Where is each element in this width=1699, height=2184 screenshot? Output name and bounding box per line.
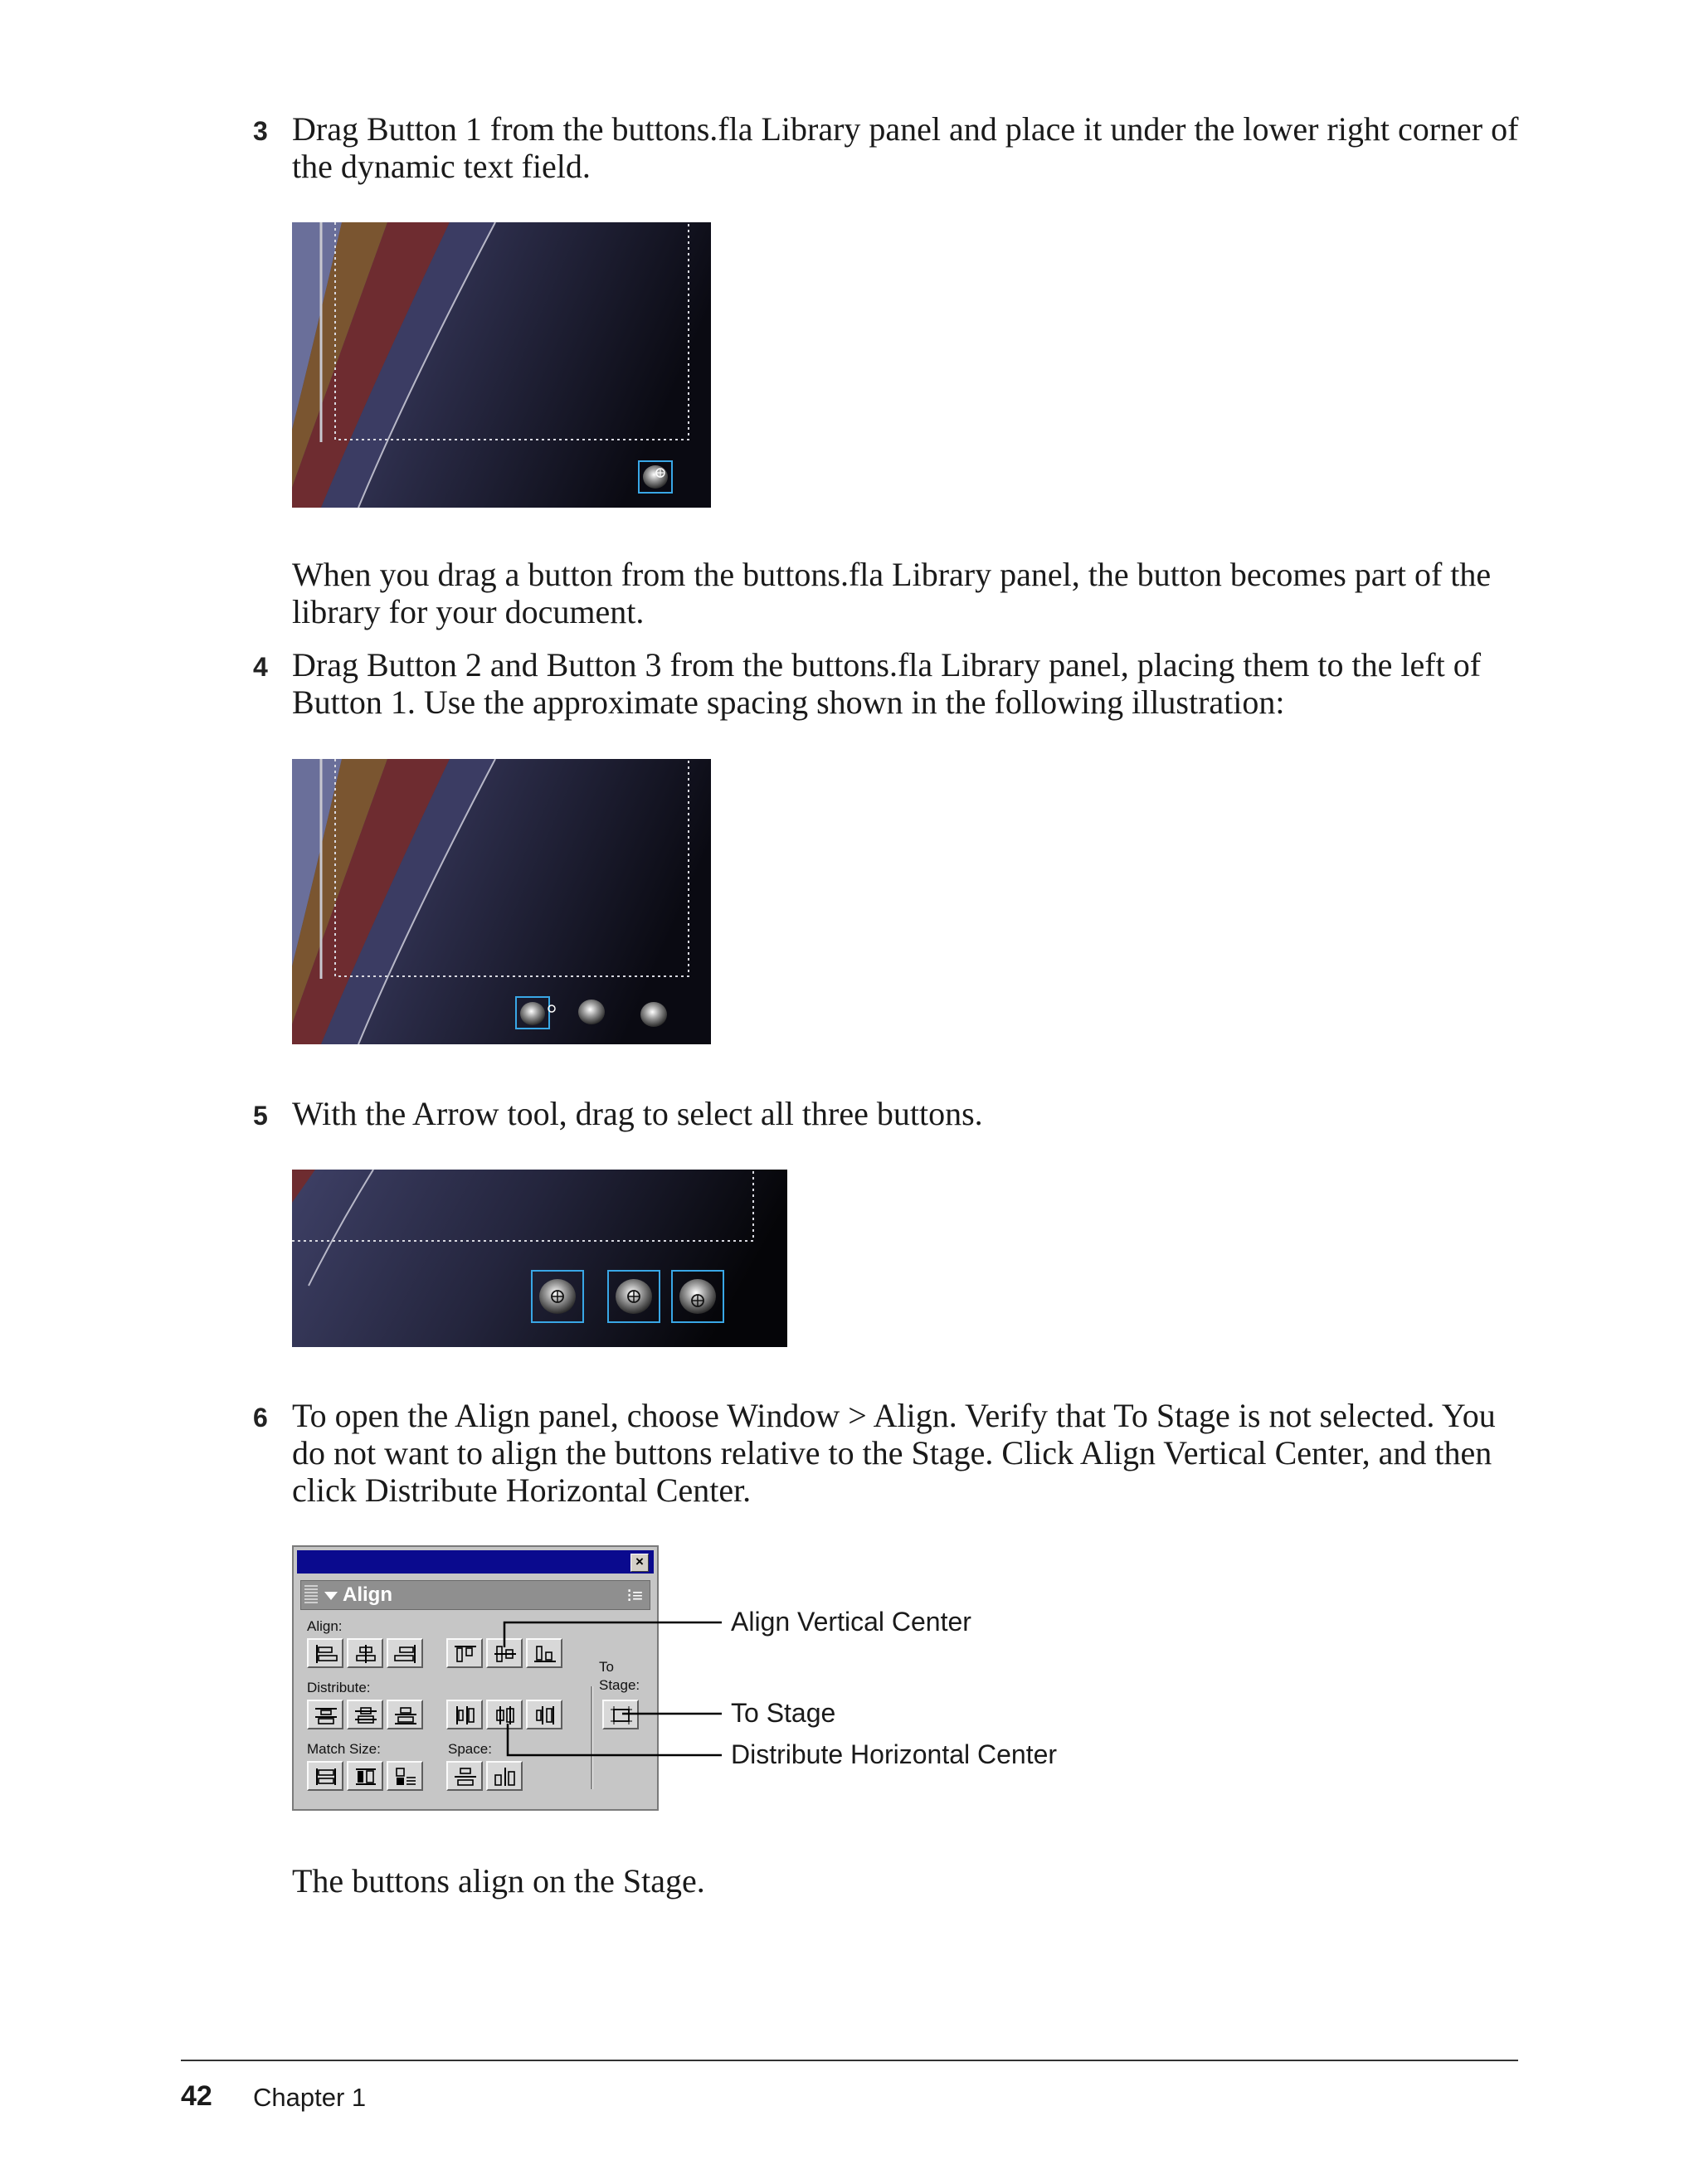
step-4-text: Drag Button 2 and Button 3 from the buttons.fla Library panel, placing them to the left of Button 1. Use the approximate spacing shown in the following illustration:	[292, 646, 1482, 721]
chapter-label: Chapter 1	[253, 2083, 367, 2112]
step-number-5: 5	[253, 1101, 268, 1131]
step-number-4: 4	[253, 652, 268, 682]
callout-to-stage: To Stage	[731, 1698, 836, 1728]
library-note: When you drag a button from the buttons.fla Library panel, the button becomes part of the library for your document.	[292, 556, 1492, 630]
result-note: The buttons align on the Stage.	[292, 1862, 705, 1899]
panel-title: Align	[343, 1583, 392, 1606]
page-number: 42	[181, 2080, 212, 2112]
to-stage-label: To Stage:	[599, 1659, 640, 1693]
panel-menu-icon[interactable]: ⁝≡	[626, 1585, 643, 1606]
step-number-3: 3	[253, 116, 268, 146]
step-5-text: With the Arrow tool, drag to select all three buttons.	[292, 1095, 983, 1132]
distribute-horizontal-center-leader	[508, 1724, 722, 1755]
align-vertical-center-leader	[504, 1622, 722, 1647]
footer-rule	[181, 2060, 1518, 2061]
callout-align-vertical-center: Align Vertical Center	[731, 1607, 971, 1637]
close-icon[interactable]: ×	[630, 1554, 649, 1572]
match-size-label: Match Size:	[307, 1741, 381, 1757]
step-number-6: 6	[253, 1403, 268, 1432]
space-label: Space:	[448, 1741, 492, 1757]
distribute-label: Distribute:	[307, 1680, 371, 1695]
callout-distribute-horizontal-center: Distribute Horizontal Center	[731, 1739, 1058, 1769]
step-3-text: Drag Button 1 from the buttons.fla Library panel and place it under the lower right corner of the dynamic text field.	[292, 110, 1519, 185]
align-label: Align:	[307, 1618, 343, 1634]
step-6-text: To open the Align panel, choose Window > Align. Verify that To Stage is not selected. You do not want to align the buttons relative to the Stage. Click Align Vertical Center, and then click Distribute Horizontal Center.	[292, 1397, 1496, 1509]
